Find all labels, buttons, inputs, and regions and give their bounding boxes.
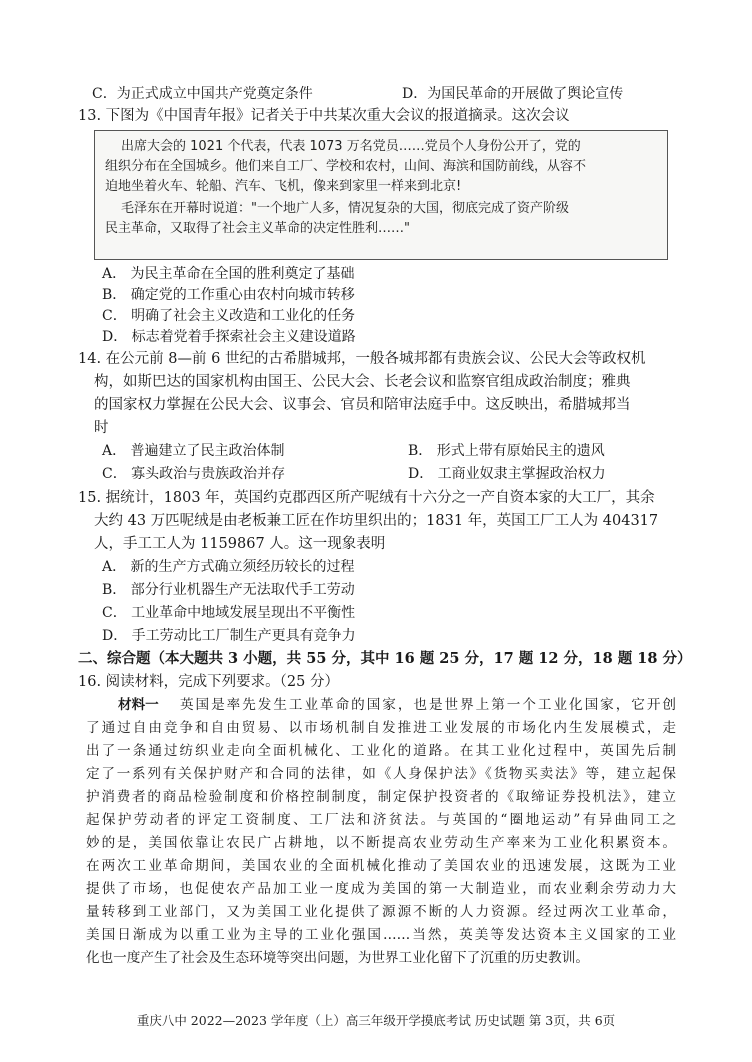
material-line: 英国是率先发生工业革命的国家，也是世界上第一个工业化国家，它开创 [180, 697, 676, 713]
q13-quote-box [94, 130, 668, 260]
q13-quote-line: 出席大会的 1021 个代表，代表 1073 万名党员……党员个人身份公开了，党的 [121, 139, 581, 154]
q14-option-d: D． 工商业奴隶主掌握政治权力 [408, 466, 606, 482]
q13-option-c: C． 明确了社会主义改造和工业化的任务 [102, 308, 356, 324]
q13-quote-line: 民主革命，又取得了社会主义革命的决定性胜利……" [105, 221, 410, 236]
q15-option-d: D． 手工劳动比工厂制生产更具有竞争力 [102, 628, 356, 644]
material-label: 材料一 [118, 697, 159, 713]
material-line: 化也一度产生了社会及生态环境等突出问题，为世界工业化留下了沉重的历史教训。 [86, 950, 589, 966]
material-line: 量转移到工业部门，又为美国工业化提供了源源不断的人力资源。经过两次工业革命， [86, 904, 676, 920]
material-line: 在两次工业革命期间，美国农业的全面机械化推动了美国农业的迅速发展，这既为工业 [86, 858, 676, 874]
q14-stem-line: 时 [94, 420, 109, 436]
section-heading: 二、综合题（本大题共 3 小题，共 55 分，其中 16 题 25 分，17 题 12 分，18 题 18 分） [78, 650, 692, 667]
material-line: 定了一系列有关保护财产和合同的法律，如《人身保护法》《货物买卖法》等，建立起保 [86, 766, 676, 782]
q13-quote-line: 迫地坐着火车、轮船、汽车、飞机，像来到家里一样来到北京! [105, 179, 462, 194]
page-footer: 重庆八中 2022—2023 学年度（上）高三年级开学摸底考试 历史试题 第 3页，共 6页 [136, 1013, 616, 1028]
q13-stem: 13. 下图为《中国青年报》记者关于中共某次重大会议的报道摘录。这次会议 [78, 108, 570, 124]
q13-option-a: A． 为民主革命在全国的胜利奠定了基础 [102, 266, 355, 282]
q13-quote-line: 毛泽东在开幕时说道："一个地广人多，情况复杂的大国，彻底完成了资产阶级 [121, 201, 569, 216]
q15-stem-line: 15. 据统计，1803 年，英国约克郡西区所产呢绒有十六分之一产自资本家的大工厂，其余 [78, 490, 655, 506]
q12-option-d: D．为国民革命的开展做了舆论宣传 [402, 86, 624, 102]
q14-option-a: A． 普遍建立了民主政治体制 [102, 443, 285, 459]
q15-option-b: B． 部分行业机器生产无法取代手工劳动 [102, 582, 355, 598]
q15-option-a: A． 新的生产方式确立须经历较长的过程 [102, 559, 355, 575]
q14-option-c: C． 寡头政治与贵族政治并存 [102, 466, 286, 482]
material-line: 了通过自由竞争和自由贸易、以市场机制自发推进工业发展的市场化内生发展模式，走 [86, 720, 676, 736]
q13-quote-line: 组织分布在全国城乡。他们来自工厂、学校和农村，山间、海滨和国防前线，从容不 [105, 159, 587, 174]
q13-option-b: B． 确定党的工作重心由农村向城市转移 [102, 287, 355, 303]
q13-option-d: D． 标志着党着手探索社会主义建设道路 [102, 329, 356, 345]
q14-stem-line: 的国家权力掌握在公民大会、议事会、官员和陪审法庭手中。这反映出，希腊城邦当 [94, 397, 631, 413]
q12-option-c: C．为正式成立中国共产党奠定条件 [92, 86, 313, 102]
material-line: 护消费者的商品检验制度和价格控制制度，制定保护投资者的《取缔证券投机法》，建立 [86, 789, 676, 805]
q16-stem: 16. 阅读材料，完成下列要求。（25 分） [78, 674, 339, 690]
material-line: 出了一条通过纺织业走向全面机械化、工业化的道路。在其工业化过程中，英国先后制 [86, 743, 676, 759]
q14-stem-line: 构，如斯巴达的国家机构由国王、公民大会、长老会议和监察官组成政治制度；雅典 [94, 374, 631, 390]
q15-option-c: C． 工业革命中地域发展呈现出不平衡性 [102, 605, 356, 621]
material-line: 美国日渐成为以重工业为主导的工业化强国……当然，英美等发达资本主义国家的工业 [86, 927, 676, 943]
material-line: 起保护劳动者的评定工资制度、工厂法和济贫法。与英国的“圈地运动”有异曲同工之 [86, 812, 676, 828]
material-line: 妙的是，美国依靠让农民广占耕地，以不断提高农业劳动生产率来为工业化积累资本。 [86, 835, 676, 851]
material-line: 提供了市场，也促使农产品加工业一度成为美国的第一大制造业，而农业剩余劳动力大 [86, 881, 676, 897]
q15-stem-line: 大约 43 万匹呢绒是由老板兼工匠在作坊里织出的；1831 年，英国工厂工人为 404317 [94, 513, 659, 529]
q14-stem-line: 14. 在公元前 8—前 6 世纪的古希腊城邦，一般各城邦都有贵族会议、公民大会等政权机 [78, 351, 646, 367]
q14-option-b: B． 形式上带有原始民主的遗风 [408, 443, 605, 459]
q15-stem-line: 人，手工工人为 1159867 人。这一现象表明 [94, 536, 386, 552]
